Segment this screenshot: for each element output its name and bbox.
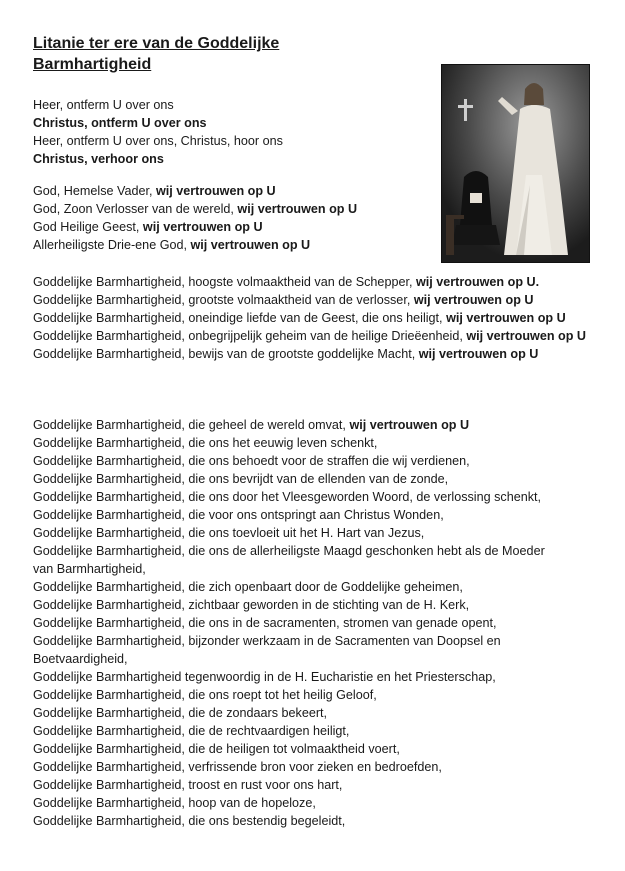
- text-line: Goddelijke Barmhartigheid, bewijs van de grootste goddelijke Macht, wij vertrouwen op U: [33, 347, 539, 361]
- trinity-invocations: [33, 182, 357, 254]
- text-line: Goddelijke Barmhartigheid, die de zondaars bekeert,: [33, 706, 328, 720]
- text-line: Goddelijke Barmhartigheid, die ons roept tot het heilig Geloof,: [33, 688, 377, 702]
- text-line: Goddelijke Barmhartigheid, oneindige liefde van de Geest, die ons heiligt, wij vertrouwen op U: [33, 311, 566, 325]
- text-line: Goddelijke Barmhartigheid, die ons bevrijdt van de ellenden van de zonde,: [33, 472, 449, 486]
- text-line: Goddelijke Barmhartigheid, die ons bestendig begeleidt,: [33, 814, 346, 828]
- text-line: God, Zoon Verlosser van de wereld, wij vertrouwen op U: [33, 202, 358, 216]
- text-line: Goddelijke Barmhartigheid, troost en rust voor ons hart,: [33, 778, 343, 792]
- title-line-1: Litanie ter ere van de Goddelijke: [33, 35, 280, 52]
- text-line: Heer, ontferm U over ons, Christus, hoor ons: [33, 134, 283, 148]
- text-line: Goddelijke Barmhartigheid tegenwoordig in de H. Eucharistie en het Priesterschap,: [33, 670, 496, 684]
- text-line: Allerheiligste Drie-ene God, wij vertrouwen op U: [33, 238, 311, 252]
- opening-invocations: [33, 96, 283, 168]
- text-line: Goddelijke Barmhartigheid, verfrissende bron voor zieken en bedroefden,: [33, 760, 442, 774]
- text-line: God, Hemelse Vader, wij vertrouwen op U: [33, 184, 276, 198]
- text-line: Goddelijke Barmhartigheid, die voor ons ontspringt aan Christus Wonden,: [33, 508, 444, 522]
- text-line: Goddelijke Barmhartigheid, onbegrijpelijk geheim van de heilige Drieëenheid, wij vertrouwen op U: [33, 329, 587, 343]
- text-line: Goddelijke Barmhartigheid, die ons de allerheiligste Maagd geschonken hebt als de Moeder: [33, 544, 545, 558]
- text-line: Christus, verhoor ons: [33, 152, 164, 166]
- text-line: Goddelijke Barmhartigheid, bijzonder werkzaam in de Sacramenten van Doopsel en: [33, 634, 501, 648]
- divine-mercy-picture: [441, 64, 590, 263]
- mercy-invocations: [33, 416, 545, 830]
- text-line: Goddelijke Barmhartigheid, die ons toevloeit uit het H. Hart van Jezus,: [33, 526, 425, 540]
- text-line: Goddelijke Barmhartigheid, die de heiligen tot volmaaktheid voert,: [33, 742, 400, 756]
- text-line: Goddelijke Barmhartigheid, hoogste volmaaktheid van de Schepper, wij vertrouwen op U.: [33, 275, 540, 289]
- text-line: Goddelijke Barmhartigheid, die geheel de wereld omvat, wij vertrouwen op U: [33, 418, 470, 432]
- text-line: God Heilige Geest, wij vertrouwen op U: [33, 220, 263, 234]
- text-line: van Barmhartigheid,: [33, 562, 146, 576]
- text-line: Goddelijke Barmhartigheid, die de rechtvaardigen heiligt,: [33, 724, 350, 738]
- text-line: Goddelijke Barmhartigheid, die ons in de sacramenten, stromen van genade opent,: [33, 616, 497, 630]
- text-line: Goddelijke Barmhartigheid, hoop van de hopeloze,: [33, 796, 316, 810]
- text-line: Heer, ontferm U over ons: [33, 98, 174, 112]
- text-line: Goddelijke Barmhartigheid, die zich openbaart door de Goddelijke geheimen,: [33, 580, 463, 594]
- page-title: [33, 33, 413, 75]
- title-line-2: Barmhartigheid: [33, 56, 152, 73]
- text-line: Christus, ontferm U over ons: [33, 116, 207, 130]
- text-line: Goddelijke Barmhartigheid, grootste volmaaktheid van de verlosser, wij vertrouwen op U: [33, 293, 534, 307]
- text-line: Goddelijke Barmhartigheid, zichtbaar geworden in de stichting van de H. Kerk,: [33, 598, 470, 612]
- text-line: Goddelijke Barmhartigheid, die ons het eeuwig leven schenkt,: [33, 436, 378, 450]
- text-line: Goddelijke Barmhartigheid, die ons door het Vleesgeworden Woord, de verlossing schenkt,: [33, 490, 542, 504]
- divine-mercy-illustration: [442, 65, 589, 262]
- perfection-invocations: [33, 273, 593, 363]
- text-line: Boetvaardigheid,: [33, 652, 128, 666]
- text-line: Goddelijke Barmhartigheid, die ons behoedt voor de straffen die wij verdienen,: [33, 454, 470, 468]
